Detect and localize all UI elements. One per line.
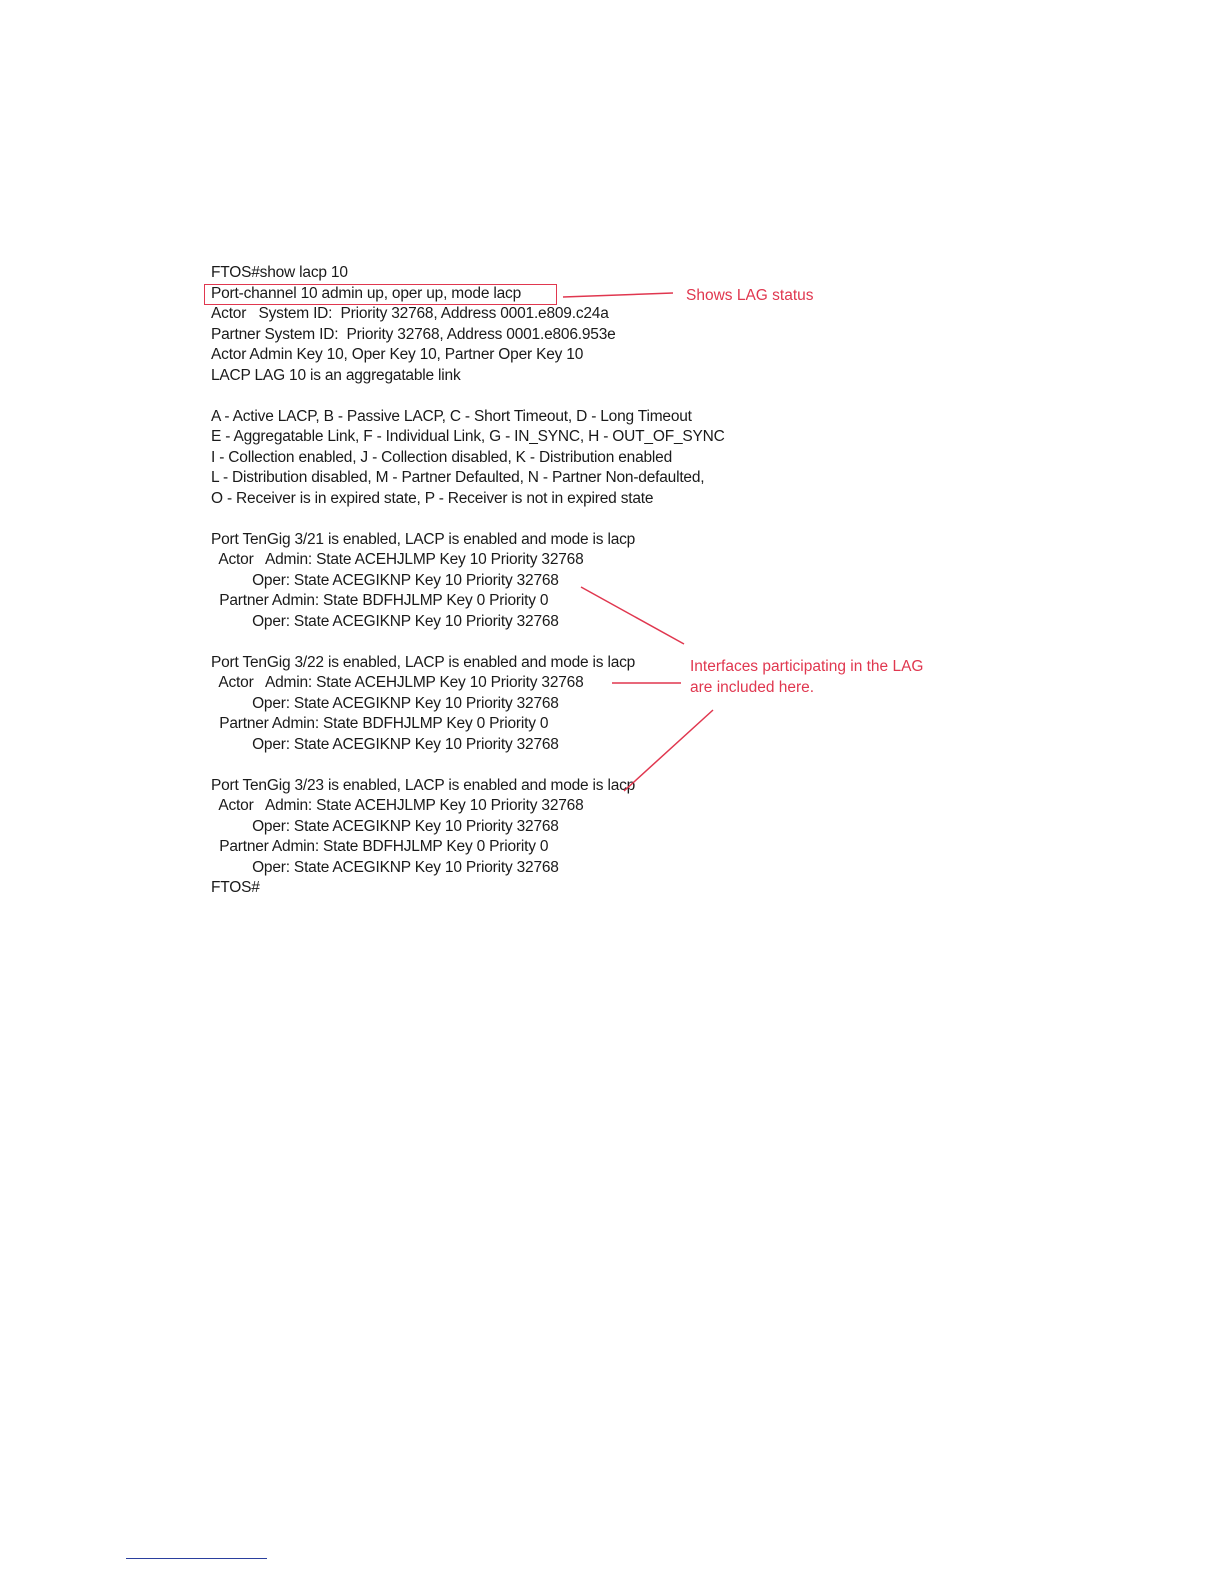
cli-line: Oper: State ACEGIKNP Key 10 Priority 32768 (211, 572, 559, 589)
cli-line: I - Collection enabled, J - Collection disabled, K - Distribution enabled (211, 449, 672, 466)
cli-line: E - Aggregatable Link, F - Individual Link, G - IN_SYNC, H - OUT_OF_SYNC (211, 428, 725, 445)
footnote-separator-rule (126, 1558, 267, 1559)
cli-line: Oper: State ACEGIKNP Key 10 Priority 32768 (211, 818, 559, 835)
cli-line: Actor Admin Key 10, Oper Key 10, Partner Oper Key 10 (211, 346, 584, 363)
cli-line: Oper: State ACEGIKNP Key 10 Priority 32768 (211, 695, 559, 712)
cli-line: Partner System ID: Priority 32768, Address 0001.e806.953e (211, 326, 616, 343)
interfaces-leader-line-top (581, 587, 684, 644)
cli-line: Actor Admin: State ACEHJLMP Key 10 Priority 32768 (211, 551, 584, 568)
cli-line: Port TenGig 3/23 is enabled, LACP is enabled and mode is lacp (211, 777, 636, 794)
cli-line: Port-channel 10 admin up, oper up, mode lacp (211, 285, 522, 302)
interfaces-annotation-line2: are included here. (690, 679, 815, 696)
cli-line: Port TenGig 3/21 is enabled, LACP is enabled and mode is lacp (211, 531, 636, 548)
cli-line: Partner Admin: State BDFHJLMP Key 0 Priority 0 (211, 592, 549, 609)
lag-status-annotation: Shows LAG status (686, 287, 814, 304)
cli-line: Partner Admin: State BDFHJLMP Key 0 Priority 0 (211, 715, 549, 732)
cli-line: L - Distribution disabled, M - Partner Defaulted, N - Partner Non-defaulted, (211, 469, 705, 486)
cli-line: Actor System ID: Priority 32768, Address 0001.e809.c24a (211, 305, 609, 322)
cli-line: Oper: State ACEGIKNP Key 10 Priority 32768 (211, 859, 559, 876)
cli-line: LACP LAG 10 is an aggregatable link (211, 367, 461, 384)
cli-line: FTOS# (211, 879, 260, 896)
lag-status-leader-line (563, 293, 673, 297)
cli-line: Oper: State ACEGIKNP Key 10 Priority 32768 (211, 613, 559, 630)
cli-line: Oper: State ACEGIKNP Key 10 Priority 32768 (211, 736, 559, 753)
cli-line: FTOS#show lacp 10 (211, 264, 348, 281)
cli-line: Port TenGig 3/22 is enabled, LACP is enabled and mode is lacp (211, 654, 636, 671)
cli-line: O - Receiver is in expired state, P - Receiver is not in expired state (211, 490, 654, 507)
interfaces-annotation-line1: Interfaces participating in the LAG (690, 658, 924, 675)
interfaces-leader-line-bottom (624, 710, 713, 791)
cli-line: Actor Admin: State ACEHJLMP Key 10 Priority 32768 (211, 797, 584, 814)
cli-line: Partner Admin: State BDFHJLMP Key 0 Priority 0 (211, 838, 549, 855)
cli-line: A - Active LACP, B - Passive LACP, C - Short Timeout, D - Long Timeout (211, 408, 692, 425)
cli-line: Actor Admin: State ACEHJLMP Key 10 Priority 32768 (211, 674, 584, 691)
